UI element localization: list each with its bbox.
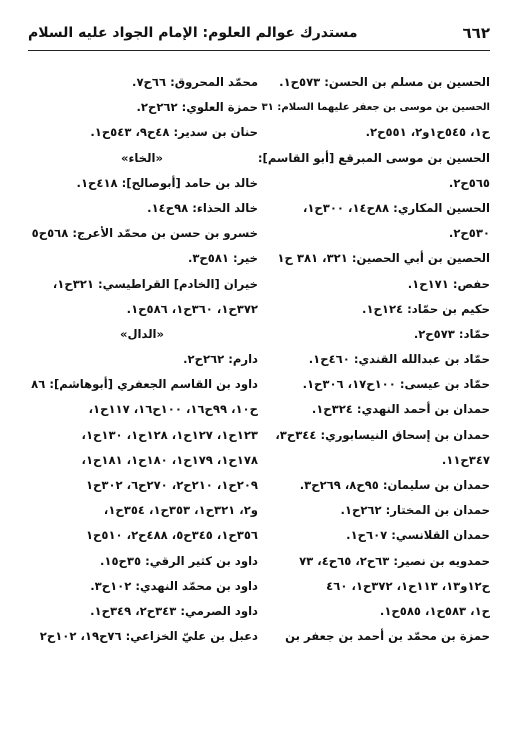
running-title: مستدرك عوالم العلوم: الإمام الجواد عليه السلام: [28, 25, 358, 41]
index-entry-line: داود بن محمّد النهدي: ١٠٢ح٣.: [90, 578, 258, 593]
index-entry-line: ح١٢و١٣، ١١٣ح١، ٣٧٢ح١، ٤٦٠: [326, 578, 490, 593]
index-entry-line: ح١، ٥٨٣ح١، ٥٨٥ح١.: [379, 603, 490, 618]
index-entry-line: خالد بن حامد [أبوصالح]: ٤١٨ح١.: [76, 175, 258, 190]
letter-section-heading: «الخاء»: [121, 150, 163, 165]
index-entry-line: الحسين بن موسى المبرقع [أبو القاسم]:: [258, 150, 490, 165]
index-entry-line: دعبل بن عليّ الخزاعي: ٧٦ح١٩، ١٠٢ح٢: [39, 629, 258, 644]
index-entry-line: دارم: ٢٦٢ح٢.: [183, 352, 258, 367]
index-entry-line: حفص: ١٧١ح١.: [407, 276, 490, 291]
index-entry-line: ٥٣٠ح٢.: [448, 226, 490, 241]
index-entry-line: ١٢٣ح١، ١٢٧ح١، ١٢٨ح١، ١٣٠ح١،: [81, 427, 258, 442]
index-entry-line: خير: ٥٨١ح٣.: [187, 251, 258, 266]
index-entry-line: حمدان بن المختار: ٢٦٢ح١.: [340, 503, 490, 518]
index-entry-line: حنان بن سدير: ٤٨ح٩، ٥٤٣ح١.: [90, 125, 258, 140]
index-entry-line: حمّاد: ٥٧٣ح٢.: [413, 326, 490, 341]
index-entry-line: حمدان بن أحمد النهدي: ٣٢٤ح١.: [311, 402, 490, 417]
index-entry-line: حمدان بن سليمان: ٩٥ح٨، ٢٦٩ح٣.: [299, 478, 490, 492]
index-entry-line: حمّاد بن عيسى: ١٠٠ح١٧، ٣٠٦ح١.: [302, 377, 490, 392]
index-column-right: [258, 70, 490, 649]
index-entry-line: خيران [الخادم] القراطيسي: ٣٢١ح١،: [52, 276, 258, 291]
index-entry-line: خالد الحذاء: ٩٨ح١٤.: [147, 200, 258, 215]
index-entry-line: حمزة بن محمّد بن أحمد بن جعفر بن: [285, 629, 490, 644]
index-entry-line: محمّد المحروق: ٦٦ح٧.: [132, 75, 258, 89]
index-entry-line: الحصين بن أبي الحصين: ٣٢١، ٣٨١ ح١: [277, 251, 490, 266]
index-entry-line: خسرو بن حسن بن محمّد الأعرج: ٥٦٨ح٥: [31, 226, 258, 241]
index-entry-line: داود بن كثير الرقي: ٣٥ح١٥.: [99, 553, 258, 568]
index-entry-line: ١٧٨ح١، ١٧٩ح١، ١٨٠ح١، ١٨١ح١،: [81, 452, 258, 467]
index-entry-line: الحسين بن مسلم بن الحسن: ٥٧٣ح١.: [279, 75, 490, 89]
index-entry-line: داود الصرمي: ٣٤٣ح٢، ٣٤٩ح١.: [90, 603, 258, 618]
index-entry-line: حمدان بن إسحاق النيسابوري: ٣٤٤ح٣،: [275, 427, 490, 442]
index-entry-line: حمزة العلوي: ٢٦٢ح٢.: [136, 100, 258, 115]
page-number: ٦٦٢: [462, 24, 490, 42]
index-entry-line: ٣٤٧ح١١.: [441, 452, 490, 467]
index-entry-line: ٣٧٢ح١، ٣٦٠ح١، ٥٨٦ح١.: [126, 301, 258, 316]
index-column-left: [26, 70, 258, 649]
page-header: [28, 20, 490, 46]
index-entry-line: ح١، ٥٤٥ح١و٢، ٥٥١ح٢.: [365, 125, 490, 140]
index-entry-line: ٥٦٥ح٢.: [448, 175, 490, 190]
index-entry-line: حمدان القلانسي: ٦٠٧ح١.: [346, 528, 490, 543]
index-entry-line: الحسين المكاري: ٨٨ح١٤، ٣٠٠ح١،: [302, 200, 490, 215]
index-entry-line: حمّاد بن عبدالله القندي: ٤٦٠ح١.: [308, 352, 490, 367]
index-entry-line: ح١٠، ٩٩ح١٦، ١٠٠ح١٦، ١١٧ح١،: [88, 402, 258, 417]
index-entry-line: حمدويه بن نصير: ٦٣ح٢، ٦٥ح٤، ٧٣: [299, 553, 490, 568]
index-entry-line: ٢٠٩ح١، ٢١٠ح٢، ٢٧٠ح٦، ٣٠٢ح١: [85, 478, 258, 492]
index-entry-line: داود بن القاسم الجعفري [أبوهاشم]: ٨٦: [31, 377, 258, 392]
index-entry-line: الحسين بن موسى بن جعفر عليهما السلام: ٣١: [261, 102, 490, 114]
index-entry-line: و٢، ٣٢١ح١، ٣٥٣ح١، ٣٥٤ح١،: [103, 503, 258, 518]
letter-section-heading: «الدال»: [119, 326, 165, 341]
index-entry-line: حكيم بن حمّاد: ١٢٤ح١.: [362, 301, 490, 316]
index-entry-line: ٣٥٦ح١، ٣٤٥ح٥، ٤٨٨ح٢، ٥١٠ح١: [85, 528, 258, 543]
header-divider: [28, 50, 490, 51]
